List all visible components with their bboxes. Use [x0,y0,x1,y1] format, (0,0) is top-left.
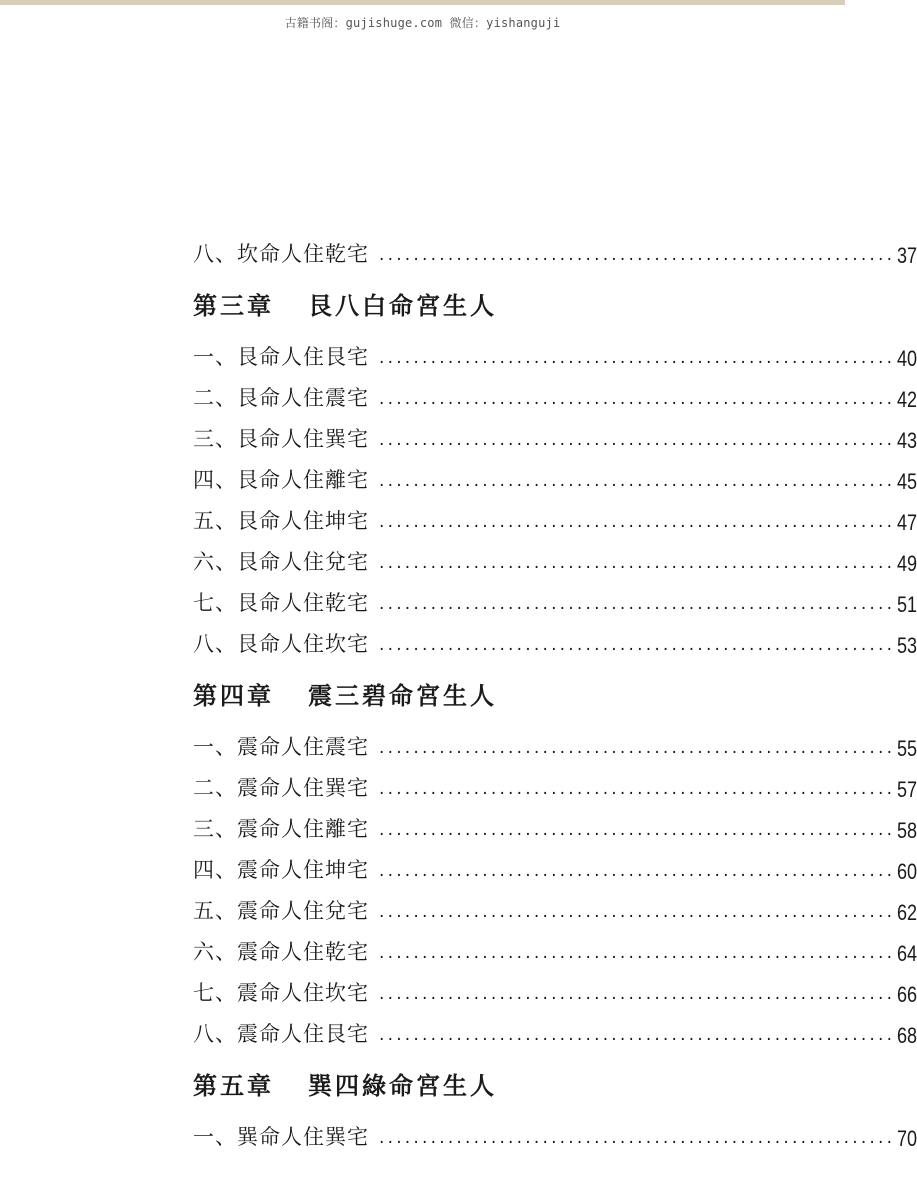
toc-entry-label: 二、艮命人住震宅 [193,386,369,410]
dot-leader: ............................................................ [379,635,896,655]
toc-entry[interactable] [193,765,917,806]
toc-entry-page-number: 53 [897,633,917,658]
toc-entry-page-number: 62 [897,900,917,925]
top-border-band [0,0,845,5]
chapter-heading [193,272,733,334]
toc-entry-label: 一、艮命人住艮宅 [193,345,369,369]
dot-leader: ............................................................ [379,779,896,799]
toc-entry-label: 八、震命人住艮宅 [193,1022,369,1046]
toc-entry[interactable] [193,929,917,970]
dot-leader: ............................................................ [379,512,896,532]
toc-entry-page-number: 37 [897,243,917,268]
toc-entry[interactable] [193,580,917,621]
toc-entry-page-number: 57 [897,777,917,802]
toc-entry[interactable] [193,724,917,765]
toc-entry[interactable] [193,334,917,375]
dot-leader: ............................................................ [379,471,896,491]
toc-entry-page-number: 70 [897,1126,917,1151]
toc-entry-page-number: 45 [897,469,917,494]
chapter-title: 震三碧命宮生人 [308,681,497,710]
toc-entry-label: 二、震命人住巽宅 [193,776,369,800]
toc-entry-label: 四、艮命人住離宅 [193,468,369,492]
toc-entry-page-number: 47 [897,510,917,535]
toc-entry[interactable] [193,847,917,888]
toc-entry-page-number: 58 [897,818,917,843]
toc-entry-page-number: 51 [897,592,917,617]
toc-entry-page-number: 55 [897,736,917,761]
toc-entry-label: 三、震命人住離宅 [193,817,369,841]
dot-leader: ............................................................ [379,348,896,368]
chapter-heading [193,1052,733,1114]
toc-entry-label: 五、震命人住兌宅 [193,899,369,923]
toc-entry-label: 三、艮命人住巽宅 [193,427,369,451]
toc-entry-label: 五、艮命人住坤宅 [193,509,369,533]
toc-entry-label: 八、坎命人住乾宅 [193,242,369,266]
dot-leader: ............................................................ [379,430,896,450]
toc-entry[interactable] [193,457,917,498]
dot-leader: ............................................................ [379,861,896,881]
toc-entry-page-number: 68 [897,1023,917,1048]
toc-entry-label: 一、巽命人住巽宅 [193,1125,369,1149]
dot-leader: ............................................................ [379,1128,896,1148]
dot-leader: ............................................................ [379,594,896,614]
toc-entry-page-number: 60 [897,859,917,884]
toc-entry-page-number: 42 [897,387,917,412]
dot-leader: ............................................................ [379,943,896,963]
toc-entry[interactable] [193,888,917,929]
toc-entry[interactable] [193,621,917,662]
dot-leader: ............................................................ [379,902,896,922]
toc-entry-label: 一、震命人住震宅 [193,735,369,759]
toc-entry-label: 四、震命人住坤宅 [193,858,369,882]
dot-leader: ............................................................ [379,553,896,573]
toc-entry[interactable] [193,970,917,1011]
toc-entry-label: 七、艮命人住乾宅 [193,591,369,615]
chapter-title: 艮八白命宮生人 [308,291,497,320]
dot-leader: ............................................................ [379,984,896,1004]
dot-leader: ............................................................ [379,820,896,840]
toc-entry-label: 七、震命人住坎宅 [193,981,369,1005]
toc-entry[interactable] [193,498,917,539]
chapter-title: 巽四綠命宮生人 [308,1071,497,1100]
toc-entry[interactable] [193,1114,917,1155]
toc-entry[interactable] [193,539,917,580]
toc-entry-label: 六、震命人住乾宅 [193,940,369,964]
toc-entry[interactable] [193,375,917,416]
toc-entry-label: 六、艮命人住兌宅 [193,550,369,574]
dot-leader: ............................................................ [379,738,896,758]
toc-entry-page-number: 66 [897,982,917,1007]
toc-entry-page-number: 40 [897,346,917,371]
site-watermark: 古籍书阁：gujishuge.com 微信：yishanguji [284,16,561,30]
dot-leader: ............................................................ [379,245,896,265]
toc-entry-label: 八、艮命人住坎宅 [193,632,369,656]
dot-leader: ............................................................ [379,1025,896,1045]
toc-entry-page-number: 49 [897,551,917,576]
toc-entry[interactable] [193,1011,917,1052]
dot-leader: ............................................................ [379,389,896,409]
toc-entry[interactable] [193,232,917,272]
toc-entry-page-number: 64 [897,941,917,966]
chapter-number: 第四章 [193,681,274,710]
chapter-heading [193,662,733,724]
toc-entry[interactable] [193,416,917,457]
chapter-number: 第五章 [193,1071,274,1100]
toc-entry[interactable] [193,806,917,847]
toc-entry-page-number: 43 [897,428,917,453]
chapter-number: 第三章 [193,291,274,320]
table-of-contents [193,232,917,1155]
